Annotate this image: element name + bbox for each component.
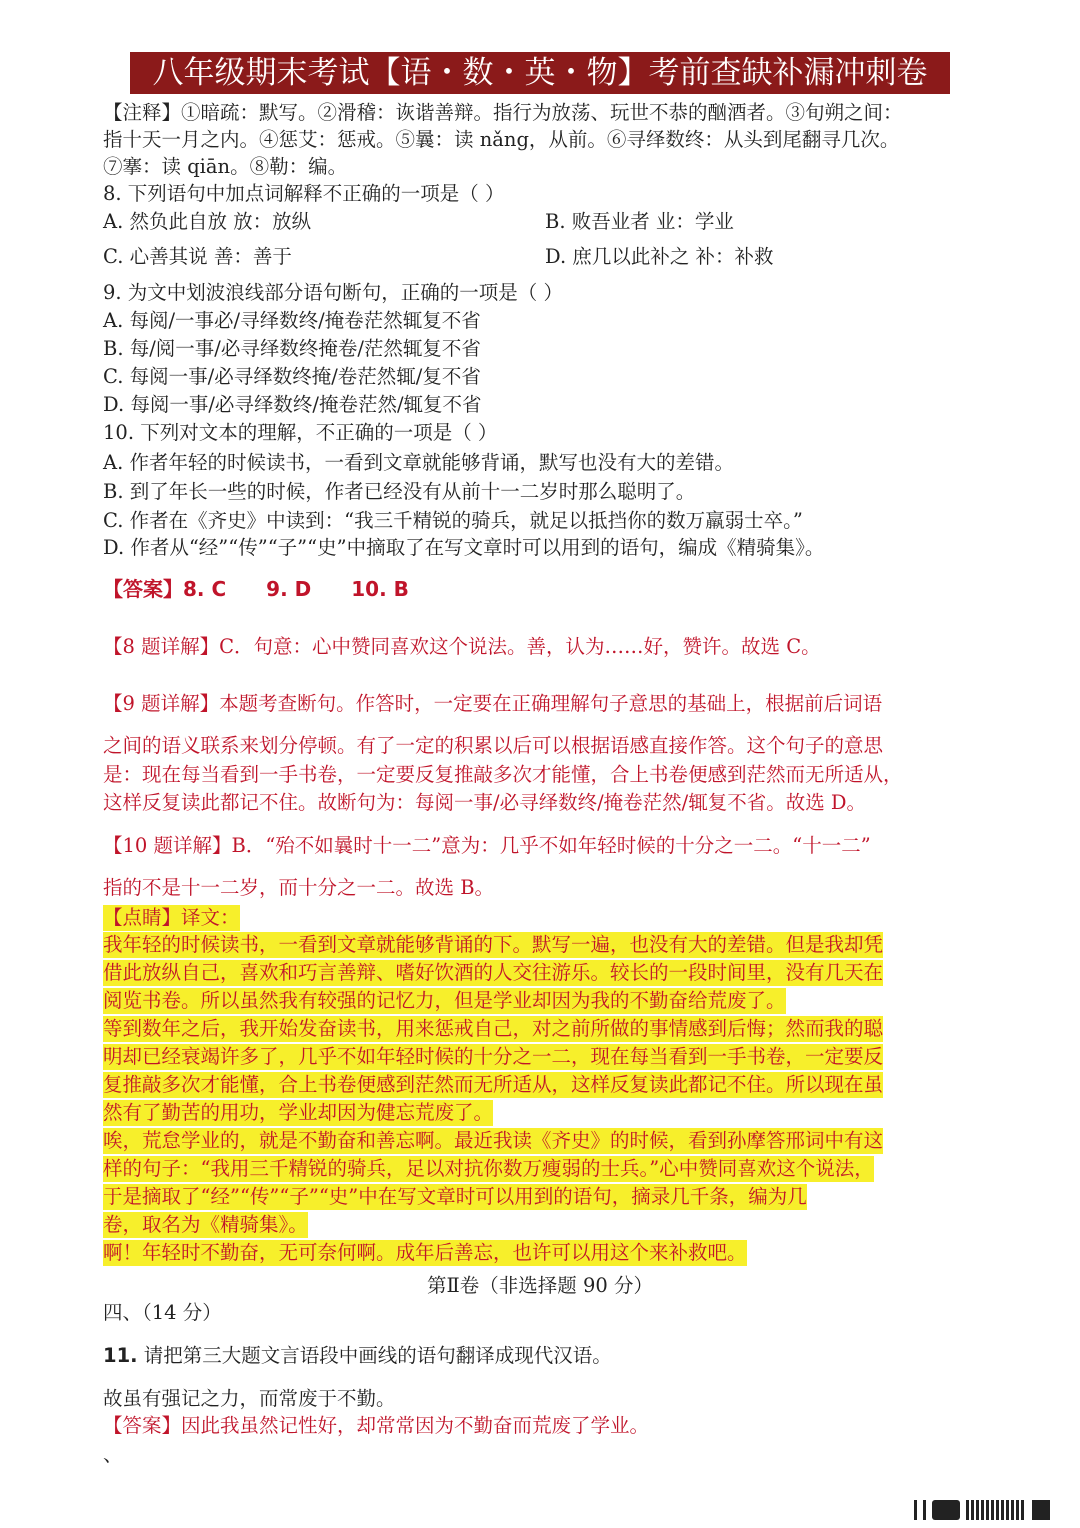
question-8-option-d: D. 庶几以此补之 补：补救 — [545, 245, 774, 268]
barcode-icon — [966, 1500, 1026, 1520]
question-8-option-a: A. 然负此自放 放：放纵 — [103, 210, 312, 233]
question-10-stem: 10. 下列对文本的理解，不正确的一项是（ ） — [103, 421, 498, 444]
stray-mark: 、 — [103, 1443, 123, 1466]
answer-label: 【答案】 — [103, 577, 183, 601]
translation-line: 啊！年轻时不勤奋，无可奈何啊。成年后善忘，也许可以用这个来补救吧。 — [103, 1241, 747, 1264]
translation-line: 我年轻的时候读书，一看到文章就能够背诵的下。默写一遍，也没有大的差错。但是我却凭 — [103, 933, 884, 956]
answer-line — [103, 576, 409, 602]
explanation-9-line: 是：现在每当看到一手书卷，一定要反复推敲多次才能懂，合上书卷便感到茫然而无所适从， — [103, 763, 903, 786]
answer-text: 因此我虽然记性好，却常常因为不勤奋而荒废了学业。 — [181, 1414, 650, 1437]
translation-line: 借此放纵自己，喜欢和巧言善辩、嗜好饮酒的人交往游乐。较长的一段时间里，没有几天在 — [103, 961, 884, 984]
question-9-option: A. 每阅/一事必/寻绎数终/掩卷茫然辄复不省 — [103, 309, 481, 332]
explanation-9-line: 【9 题详解】本题考查断句。作答时，一定要在正确理解句子意思的基础上，根据前后词语 — [103, 692, 883, 715]
answer-10: 10. B — [351, 577, 409, 601]
question-8-stem: 8. 下列语句中加点词解释不正确的一项是（ ） — [103, 182, 505, 205]
explanation-9-line: 之间的语义联系来划分停顿。有了一定的积累以后可以根据语感直接作答。这个句子的意思 — [103, 734, 884, 757]
question-8-option-b: B. 败吾业者 业：学业 — [545, 210, 734, 233]
question-9-option: D. 每阅一事/必寻绎数终/掩卷茫然/辄复不省 — [103, 393, 482, 416]
block-icon — [932, 1500, 960, 1520]
note-line: 【注释】①暗疏：默写。②滑稽：诙谐善辩。指行为放荡、玩世不恭的酗酒者。③旬朔之间： — [103, 101, 903, 124]
question-9-option: C. 每阅一事/必寻绎数终掩/卷茫然辄/复不省 — [103, 365, 481, 388]
question-11-sentence: 故虽有强记之力，而常废于不勤。 — [103, 1387, 396, 1410]
question-11-stem — [103, 1343, 612, 1369]
translation-line: 阅览书卷。所以虽然我有较强的记忆力，但是学业却因为我的不勤奋给荒废了。 — [103, 989, 786, 1012]
answer-9: 9. D — [266, 577, 312, 601]
explanation-10-line: 指的不是十一二岁，而十分之一二。故选 B。 — [103, 876, 495, 899]
question-8-option-c: C. 心善其说 善：善于 — [103, 245, 292, 268]
question-10-option: C. 作者在《齐史》中读到：“我三千精锐的骑兵，就足以抵挡你的数万羸弱士卒。” — [103, 509, 803, 532]
part-2-heading: 第Ⅱ卷（非选择题 90 分） — [427, 1274, 653, 1297]
note-line: 指十天一月之内。④惩艾：惩戒。⑤曩：读 nǎng，从前。⑥寻绎数终：从头到尾翻寻几次。 — [103, 128, 900, 151]
translation-line: 样的句子：“我用三千精锐的骑兵，足以对抗你数万瘦弱的士兵。”心中赞同喜欢这个说法， — [103, 1157, 874, 1180]
translation-line: 明却已经衰竭许多了，几乎不如年轻时候的十分之一二，现在每当看到一手书卷，一定要反 — [103, 1045, 884, 1068]
translation-line: 于是摘取了“经”“传”“子”“史”中在写文章时可以用到的语句，摘录几千条，编为几 — [103, 1185, 807, 1208]
question-10-option: D. 作者从“经”“传”“子”“史”中摘取了在写文章时可以用到的语句，编成《精骑集》。 — [103, 536, 825, 559]
explanation-8: 【8 题详解】C．句意：心中赞同喜欢这个说法。善，认为……好，赞许。故选 C。 — [103, 635, 821, 658]
translation-line: 复推敲多次才能懂，合上书卷便感到茫然而无所适从，这样反复读此都记不住。所以现在虽 — [103, 1073, 884, 1096]
answer-8: 8. C — [183, 577, 227, 601]
footer-watermark — [914, 1500, 1050, 1520]
block-icon — [1032, 1500, 1050, 1520]
explanation-10-line: 【10 题详解】B．“殆不如曩时十一二”意为：几乎不如年轻时候的十分之一二。“十一二” — [103, 834, 871, 857]
question-9-stem: 9. 为文中划波浪线部分语句断句，正确的一项是（ ） — [103, 281, 564, 304]
bar-icon — [923, 1500, 926, 1520]
question-11-answer — [103, 1413, 649, 1439]
explanation-9-line: 这样反复读此都记不住。故断句为：每阅一事/必寻绎数终/掩卷茫然/辄复不省。故选 D。 — [103, 791, 867, 814]
question-10-option: B. 到了年长一些的时候，作者已经没有从前十一二岁时那么聪明了。 — [103, 480, 696, 503]
translation-line: 然有了勤苦的用功，学业却因为健忘荒废了。 — [103, 1101, 494, 1124]
bar-icon — [914, 1500, 917, 1520]
translation-line: 等到数年之后，我开始发奋读书，用来惩戒自己，对之前所做的事情感到后悔；然而我的聪 — [103, 1017, 884, 1040]
translation-line: 卷，取名为《精骑集》。 — [103, 1213, 308, 1236]
note-line: ⑦搴：读 qiān。⑧勒：编。 — [103, 155, 348, 178]
question-11-text: 请把第三大题文言语段中画线的语句翻译成现代汉语。 — [143, 1344, 612, 1367]
translation-line: 唉，荒怠学业的，就是不勤奋和善忘啊。最近我读《齐史》的时候，看到孙摩答邢词中有这 — [103, 1129, 884, 1152]
question-9-option: B. 每/阅一事/必寻绎数终掩卷/茫然辄复不省 — [103, 337, 481, 360]
question-10-option: A. 作者年轻的时候读书，一看到文章就能够背诵，默写也没有大的差错。 — [103, 451, 734, 474]
answer-label: 【答案】 — [103, 1414, 182, 1437]
translation-title: 【点睛】译文： — [103, 906, 240, 929]
section-4-heading: 四、（14 分） — [103, 1301, 222, 1324]
question-11-number: 11. — [103, 1344, 138, 1367]
title-banner: 八年级期末考试【语・数・英・物】考前查缺补漏冲刺卷 — [130, 52, 950, 94]
